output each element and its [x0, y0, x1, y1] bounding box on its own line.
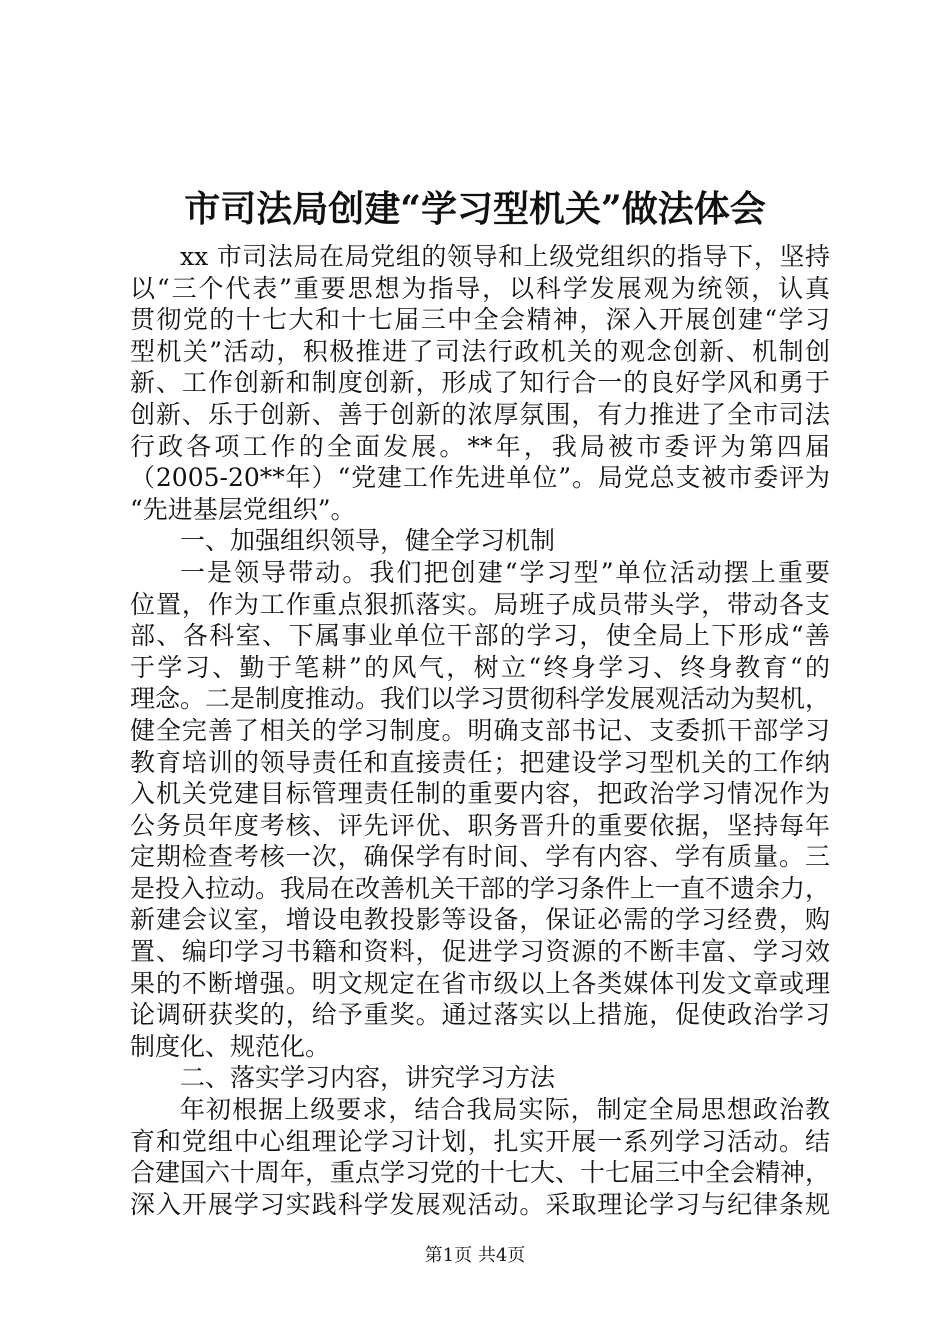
paragraph-line: 合建国六十周年，重点学习党的十七大、十七届三中全会精神， — [130, 1158, 831, 1188]
paragraph-line: 理念。二是制度推动。我们以学习贯彻科学发展观活动为契机， — [130, 684, 831, 714]
paragraph-line: 创新、乐于创新、善于创新的浓厚氛围，有力推进了全市司法 — [130, 399, 830, 429]
paragraph-line: 位置，作为工作重点狠抓落实。局班子成员带头学，带动各支 — [130, 589, 830, 619]
paragraph-line: 果的不断增强。明文规定在省市级以上各类媒体刊发文章或理 — [130, 968, 830, 998]
paragraph-line: 部、各科室、下属事业单位干部的学习，使全局上下形成“善 — [130, 621, 830, 651]
paragraph-line: 置、编印学习书籍和资料，促进学习资源的不断丰富、学习效 — [130, 937, 830, 967]
paragraph-line: 深入开展学习实践科学发展观活动。采取理论学习与纪律条规 — [130, 1189, 830, 1219]
paragraph-line: 年初根据上级要求，结合我局实际，制定全局思想政治教 — [180, 1095, 830, 1125]
section-heading: 一、加强组织领导，健全学习机制 — [180, 526, 556, 556]
document-body — [130, 241, 830, 1220]
paragraph-line: 一是领导带动。我们把创建“学习型”单位活动摆上重要 — [180, 557, 830, 587]
paragraph-line: “先进基层党组织”。 — [130, 494, 356, 524]
paragraph-line: 教育培训的领导责任和直接责任；把建设学习型机关的工作纳 — [130, 747, 830, 777]
paragraph-line: xx 市司法局在局党组的领导和上级党组织的指导下，坚持 — [180, 242, 830, 271]
section-heading: 二、落实学习内容，讲究学习方法 — [180, 1063, 556, 1093]
paragraph-line: 于学习、勤于笔耕”的风气，树立“终身学习、终身教育“的 — [130, 652, 830, 682]
paragraph-line: （2005-20**年）“党建工作先进单位”。局党总支被市委评为 — [130, 463, 830, 493]
page-footer: 第1页 共4页 — [424, 1245, 526, 1266]
paragraph-line: 型机关”活动，积极推进了司法行政机关的观念创新、机制创 — [130, 336, 830, 366]
document-title: 市司法局创建“学习型机关”做法体会 — [184, 188, 766, 230]
paragraph-line: 新、工作创新和制度创新，形成了知行合一的良好学风和勇于 — [130, 368, 830, 398]
paragraph-line: 论调研获奖的，给予重奖。通过落实以上措施，促使政治学习 — [130, 1000, 830, 1030]
paragraph-line: 入机关党建目标管理责任制的重要内容，把政治学习情况作为 — [130, 779, 830, 809]
paragraph-line: 育和党组中心组理论学习计划，扎实开展一系列学习活动。结 — [130, 1126, 830, 1156]
paragraph-line: 是投入拉动。我局在改善机关干部的学习条件上一直不遗余力， — [130, 873, 831, 903]
paragraph-line: 公务员年度考核、评先评优、职务晋升的重要依据，坚持每年 — [130, 810, 830, 840]
paragraph-line: 新建会议室，增设电教投影等设备，保证必需的学习经费，购 — [130, 905, 830, 935]
paragraph-line: 贯彻党的十七大和十七届三中全会精神，深入开展创建“学习 — [130, 305, 830, 335]
paragraph-line: 以“三个代表”重要思想为指导，以科学发展观为统领，认真 — [130, 273, 830, 303]
paragraph-line: 健全完善了相关的学习制度。明确支部书记、支委抓干部学习 — [130, 715, 830, 745]
paragraph-line: 行政各项工作的全面发展。**年，我局被市委评为第四届 — [130, 431, 830, 461]
paragraph-line: 制度化、规范化。 — [130, 1031, 331, 1061]
paragraph-line: 定期检查考核一次，确保学有时间、学有内容、学有质量。三 — [130, 842, 830, 872]
